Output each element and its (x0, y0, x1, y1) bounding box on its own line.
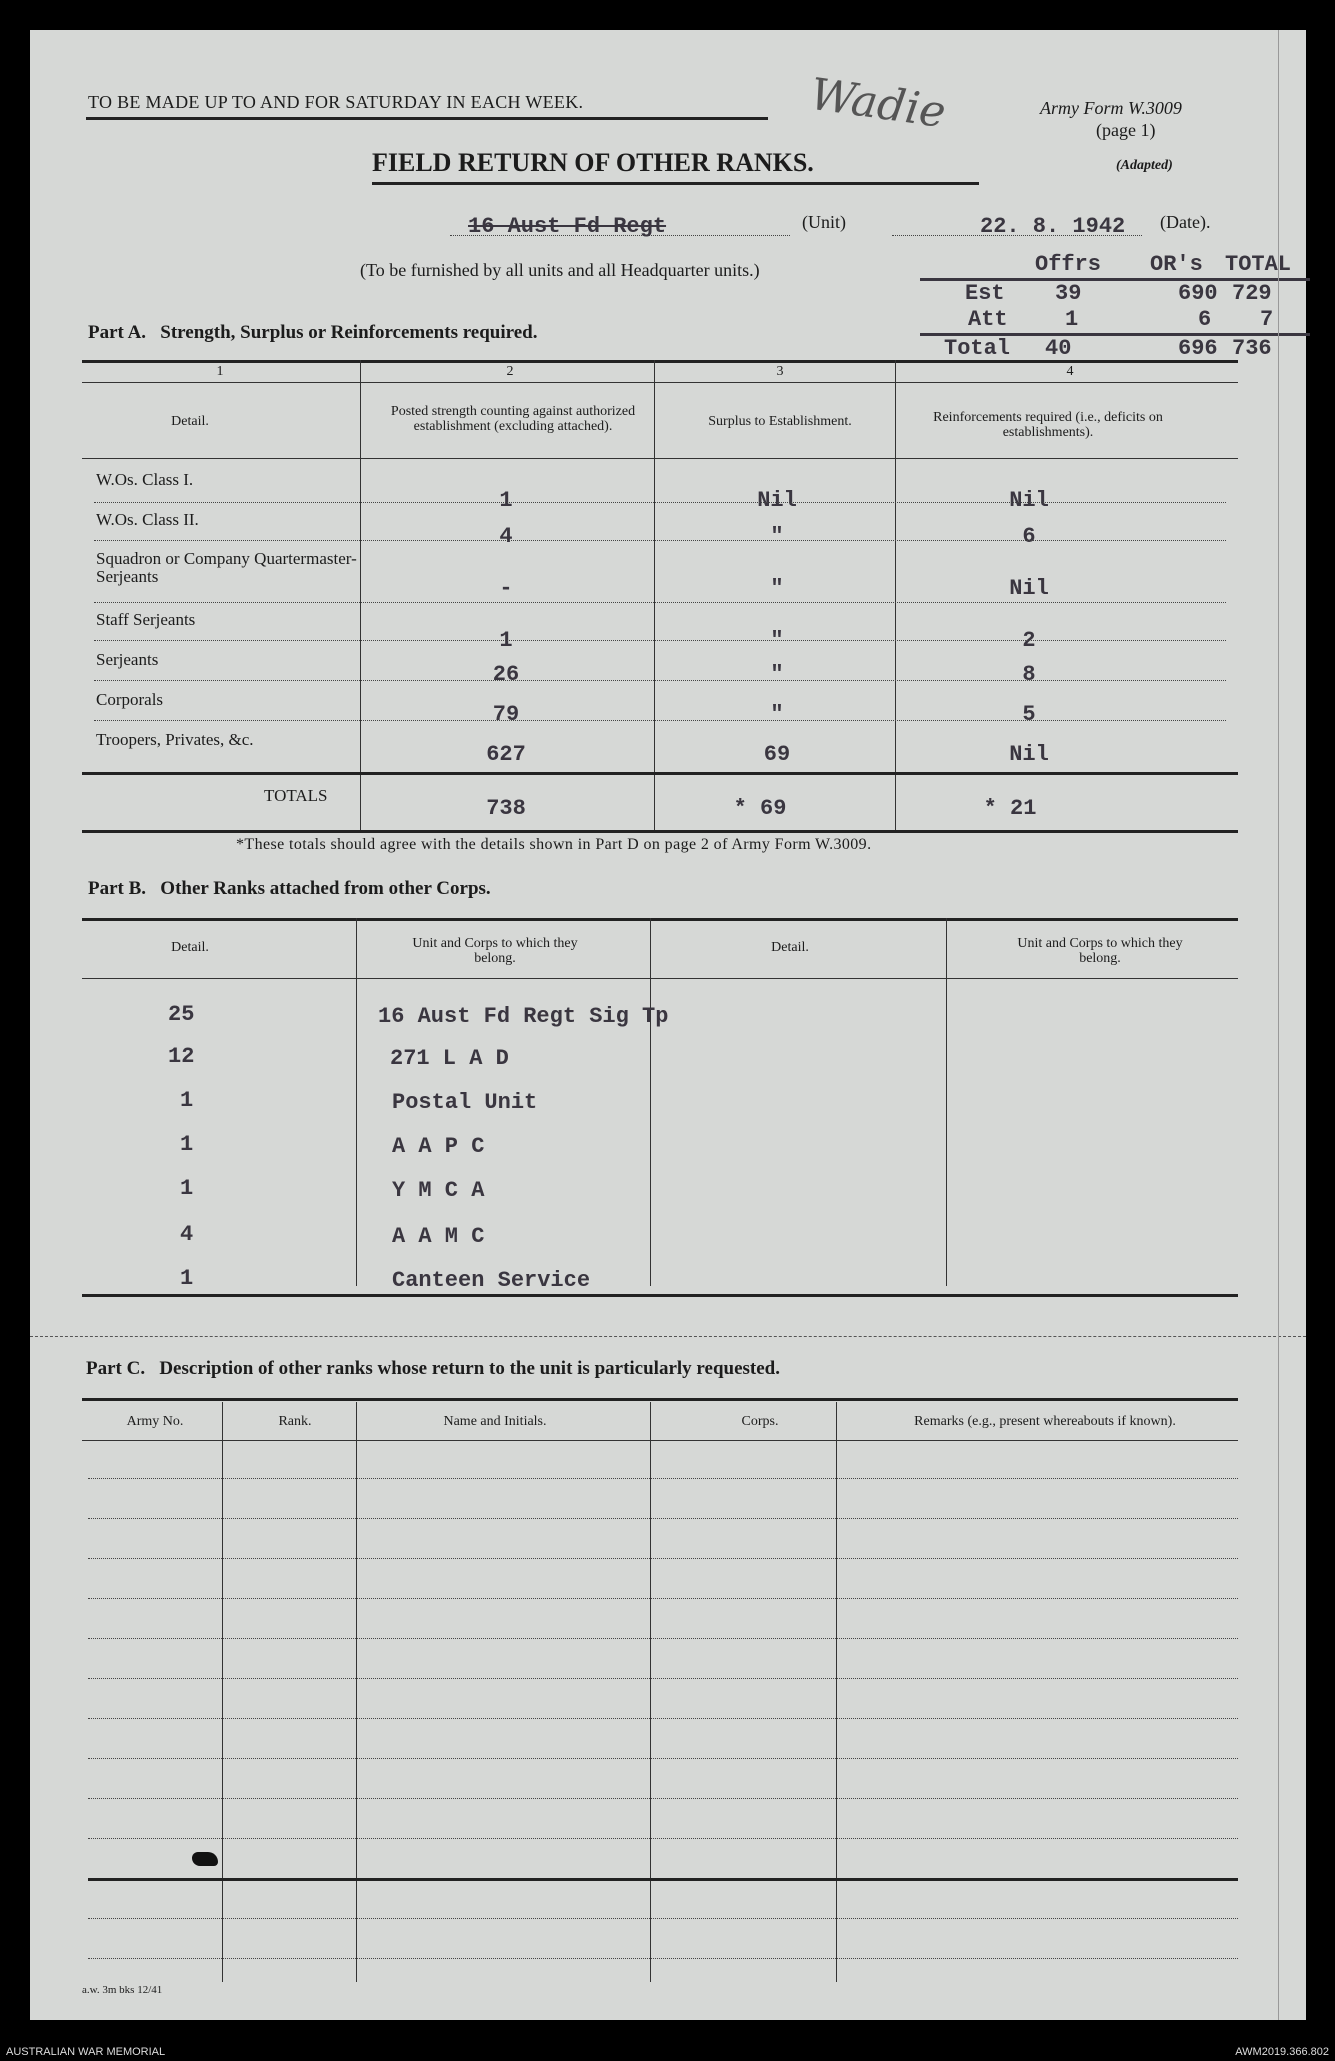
signature: Wadie (807, 68, 949, 139)
part-c-row-rule (88, 1958, 1238, 1959)
part-b-row-unit: Canteen Service (392, 1268, 591, 1293)
summary-table (920, 252, 1310, 362)
form-title: FIELD RETURN OF OTHER RANKS. (372, 148, 814, 177)
part-b-row-unit: 271 L A D (390, 1046, 509, 1071)
part-a-row-rule (94, 680, 1226, 681)
part-b-header-rule (82, 978, 1238, 979)
part-a-row-reinf: Nil (1009, 742, 1049, 767)
part-b-header-detail: Detail. (171, 940, 209, 955)
part-a-row-rule (94, 720, 1226, 721)
part-a-col-divider (654, 360, 655, 830)
part-c-row-rule (88, 1918, 1238, 1919)
part-c-bottom-rule (88, 1878, 1238, 1881)
part-a-row-detail: Serjeants (96, 650, 159, 669)
part-a-row-surplus: " (770, 702, 784, 727)
summary-header-ors: OR's (1150, 252, 1203, 277)
part-a-row-surplus: " (770, 576, 784, 601)
part-b-row-detail: 1 (180, 1132, 194, 1157)
part-c-col-divider (650, 1402, 651, 1982)
summary-header-row (920, 252, 1310, 281)
date-value: 22. 8. 1942 (980, 214, 1126, 239)
part-a-row-rule (94, 640, 1226, 641)
part-c-col-divider (222, 1402, 223, 1982)
summary-row (920, 336, 1310, 362)
part-a-header-posted: Posted strength counting against authorized establishment (excluding attached). (390, 404, 636, 434)
part-a-row-detail: W.Os. Class I. (96, 470, 194, 489)
summary-row-label: Att (968, 307, 1008, 332)
part-b-top-rule (82, 918, 1238, 921)
part-b-row-detail: 12 (168, 1044, 195, 1069)
ink-blot (192, 1852, 218, 1866)
part-c-row-rule (88, 1718, 1238, 1719)
part-b-col-divider (946, 918, 947, 1286)
part-a-header-rule (82, 458, 1238, 459)
part-a-row-detail: Troopers, Privates, &c. (96, 730, 254, 749)
footer-accession: AWM2019.366.802 (1235, 2046, 1329, 2058)
part-b-header-unit: Unit and Corps to which they belong. (412, 936, 578, 966)
part-a-row-detail: Squadron or Company Quartermaster-Serjeants (96, 549, 357, 586)
unit-value: 16 Aust Fd Regt (468, 214, 667, 239)
unit-label: (Unit) (802, 212, 846, 232)
part-c-row-rule (88, 1638, 1238, 1639)
part-b-row-unit: 16 Aust Fd Regt Sig Tp (378, 1004, 669, 1029)
instruction-text: TO BE MADE UP TO AND FOR SATURDAY IN EACH WEEK. (88, 92, 584, 112)
part-a-total-reinf: * 21 (983, 796, 1037, 821)
footer-credit: AUSTRALIAN WAR MEMORIAL (6, 2046, 166, 2058)
part-a-header-reinf: Reinforcements required (i.e., deficits on establishments). (933, 410, 1163, 440)
part-a-row-surplus: " (770, 628, 784, 653)
part-a-row-reinf: 2 (1022, 628, 1036, 653)
part-c-title: Part C. Description of other ranks whose return to the unit is particularly requested. (86, 1358, 780, 1379)
date-label: (Date). (1160, 212, 1211, 232)
summary-row-offrs: 1 (1065, 307, 1079, 332)
part-b-bottom-rule (82, 1294, 1238, 1297)
part-c-row-rule (88, 1558, 1238, 1559)
part-c-header-name: Name and Initials. (443, 1414, 547, 1429)
part-a-col-number: 1 (216, 364, 224, 379)
part-a-row-detail: Staff Serjeants (96, 610, 196, 629)
part-a-row-rule (94, 502, 1226, 503)
fold-line (30, 1336, 1306, 1337)
part-b-header-unit-2: Unit and Corps to which they belong. (1017, 936, 1183, 966)
part-a-row-posted: 26 (492, 662, 520, 687)
part-b-row-detail: 4 (180, 1222, 194, 1247)
part-a-row-rule (94, 602, 1226, 603)
part-a-col-number: 4 (1066, 364, 1074, 379)
part-a-col-divider (360, 360, 361, 830)
form-page (30, 30, 1306, 2020)
part-a-row-posted: 79 (492, 702, 520, 727)
adapted-label: (Adapted) (1116, 158, 1173, 173)
part-a-row-surplus: 69 (763, 742, 791, 767)
part-a-row-surplus: " (770, 662, 784, 687)
part-a-top-rule (82, 360, 1238, 363)
summary-row-ors: 6 (1198, 307, 1212, 332)
part-c-col-divider (836, 1402, 837, 1982)
part-a-title: Part A. Strength, Surplus or Reinforcements required. (88, 322, 538, 343)
summary-header-offrs: Offrs (1035, 252, 1102, 277)
part-a-number-rule (82, 382, 1238, 383)
part-a-row-reinf: Nil (1009, 488, 1049, 513)
summary-row-label: Total (944, 336, 1011, 361)
summary-row-offrs: 39 (1055, 281, 1082, 306)
title-underline (372, 182, 979, 185)
part-b-col-divider (356, 918, 357, 1286)
form-name: Army Form W.3009 (1040, 98, 1182, 118)
summary-header-total: TOTAL (1225, 252, 1292, 277)
part-c-row-rule (88, 1798, 1238, 1799)
part-b-title: Part B. Other Ranks attached from other Corps. (88, 878, 491, 899)
instruction-underline (86, 117, 768, 120)
part-a-row-posted: - (499, 576, 513, 601)
part-a-row-reinf: Nil (1009, 576, 1049, 601)
part-b-col-divider (650, 918, 651, 1286)
part-b-row-detail: 1 (180, 1176, 194, 1201)
part-c-col-divider (356, 1402, 357, 1982)
summary-row-ors: 696 (1178, 336, 1218, 361)
part-a-row-posted: 1 (499, 488, 513, 513)
part-c-header-remarks: Remarks (e.g., present whereabouts if known). (914, 1414, 1176, 1429)
part-b-row-unit: Postal Unit (392, 1090, 538, 1115)
summary-row-ors: 690 (1178, 281, 1218, 306)
part-a-col-number: 3 (776, 364, 784, 379)
part-c-header-corps: Corps. (741, 1414, 779, 1429)
part-c-row-rule (88, 1678, 1238, 1679)
part-a-row-posted: 1 (499, 628, 513, 653)
part-b-row-detail: 25 (168, 1002, 195, 1027)
part-b-row-unit: Y M C A (392, 1178, 485, 1203)
part-c-row-rule (88, 1518, 1238, 1519)
part-c-row-rule (88, 1478, 1238, 1479)
summary-row-offrs: 40 (1045, 336, 1072, 361)
part-c-row-rule (88, 1598, 1238, 1599)
part-a-row-detail: Corporals (96, 690, 164, 709)
summary-row-label: Est (965, 281, 1005, 306)
part-a-col-number: 2 (506, 364, 514, 379)
part-b-row-detail: 1 (180, 1088, 194, 1113)
form-page-number: (page 1) (1096, 120, 1156, 140)
furnish-note: (To be furnished by all units and all Headquarter units.) (360, 260, 760, 280)
part-a-row-reinf: 6 (1022, 524, 1036, 549)
part-a-row-posted: 4 (499, 524, 513, 549)
part-c-top-rule (82, 1398, 1238, 1401)
part-a-bottom-rule (82, 830, 1238, 833)
part-a-row-rule (94, 540, 1226, 541)
part-a-total-posted: 738 (486, 796, 526, 821)
part-a-total-surplus: * 69 (733, 796, 787, 821)
print-code: a.w. 3m bks 12/41 (82, 1984, 163, 1996)
summary-row (920, 307, 1310, 336)
part-b-row-unit: A A M C (392, 1224, 485, 1249)
summary-row-total: 7 (1260, 307, 1274, 332)
part-b-row-unit: A A P C (392, 1134, 485, 1159)
part-a-totals-label: TOTALS (264, 786, 328, 805)
part-b-row-detail: 1 (180, 1266, 194, 1291)
part-a-row-surplus: " (770, 524, 784, 549)
part-a-row-reinf: 5 (1022, 702, 1036, 727)
page-edge (1278, 30, 1280, 2020)
part-a-header-detail: Detail. (171, 414, 209, 429)
part-c-header-rank: Rank. (278, 1414, 312, 1429)
summary-row-total: 729 (1232, 281, 1272, 306)
part-b-header-detail-2: Detail. (771, 940, 809, 955)
part-c-header-army-no: Army No. (126, 1414, 184, 1429)
part-a-row-surplus: Nil (757, 488, 797, 513)
part-a-note: *These totals should agree with the details shown in Part D on page 2 of Army Form W.3009. (236, 836, 872, 853)
part-c-row-rule (88, 1758, 1238, 1759)
summary-row (920, 281, 1310, 307)
part-c-row-rule (88, 1838, 1238, 1839)
part-a-col-divider (895, 360, 896, 830)
part-a-totals-rule (82, 772, 1238, 775)
summary-row-total: 736 (1232, 336, 1272, 361)
part-c-header-rule (82, 1440, 1238, 1441)
part-a-row-posted: 627 (486, 742, 526, 767)
part-a-row-detail: W.Os. Class II. (96, 510, 199, 529)
part-a-header-surplus: Surplus to Establishment. (708, 414, 852, 429)
part-a-row-reinf: 8 (1022, 662, 1036, 687)
